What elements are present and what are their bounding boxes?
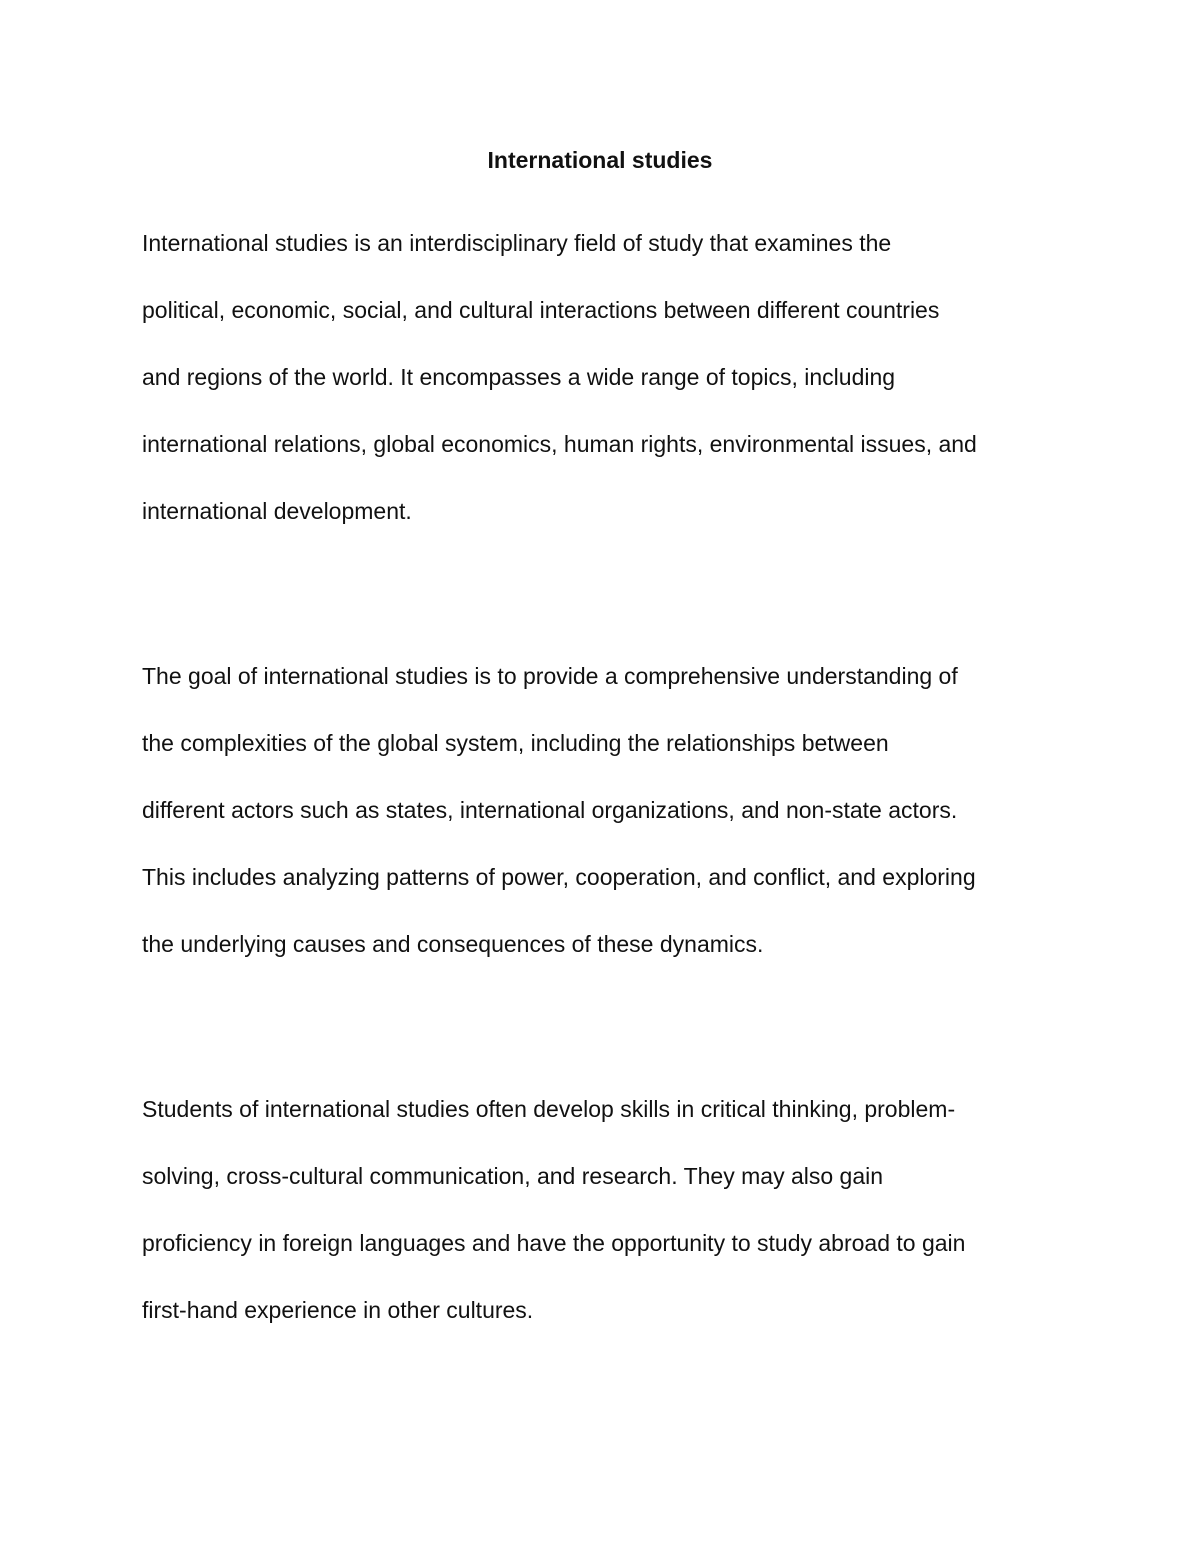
paragraph-line: different actors such as states, international organizations, and non-state actors. bbox=[142, 797, 958, 823]
paragraph-line: The goal of international studies is to provide a comprehensive understanding of bbox=[142, 663, 958, 689]
paragraph-line: International studies is an interdisciplinary field of study that examines the bbox=[142, 230, 892, 256]
paragraph-line: the complexities of the global system, including the relationships between bbox=[142, 730, 889, 756]
document-title: International studies bbox=[487, 147, 713, 173]
paragraph-line: international relations, global economics, human rights, environmental issues, and bbox=[142, 431, 977, 457]
paragraph-line: international development. bbox=[142, 498, 412, 524]
paragraph-line: first-hand experience in other cultures. bbox=[142, 1297, 534, 1323]
paragraph-line: the underlying causes and consequences of these dynamics. bbox=[142, 931, 764, 957]
paragraph-line: Students of international studies often develop skills in critical thinking, problem- bbox=[142, 1096, 956, 1122]
paragraph-line: and regions of the world. It encompasses a wide range of topics, including bbox=[142, 364, 896, 390]
paragraph-line: political, economic, social, and cultural interactions between different countries bbox=[142, 297, 940, 323]
paragraph-line: This includes analyzing patterns of power, cooperation, and conflict, and exploring bbox=[142, 864, 976, 890]
paragraph-line: solving, cross-cultural communication, and research. They may also gain bbox=[142, 1163, 884, 1189]
paragraph-line: proficiency in foreign languages and have the opportunity to study abroad to gain bbox=[142, 1230, 966, 1256]
